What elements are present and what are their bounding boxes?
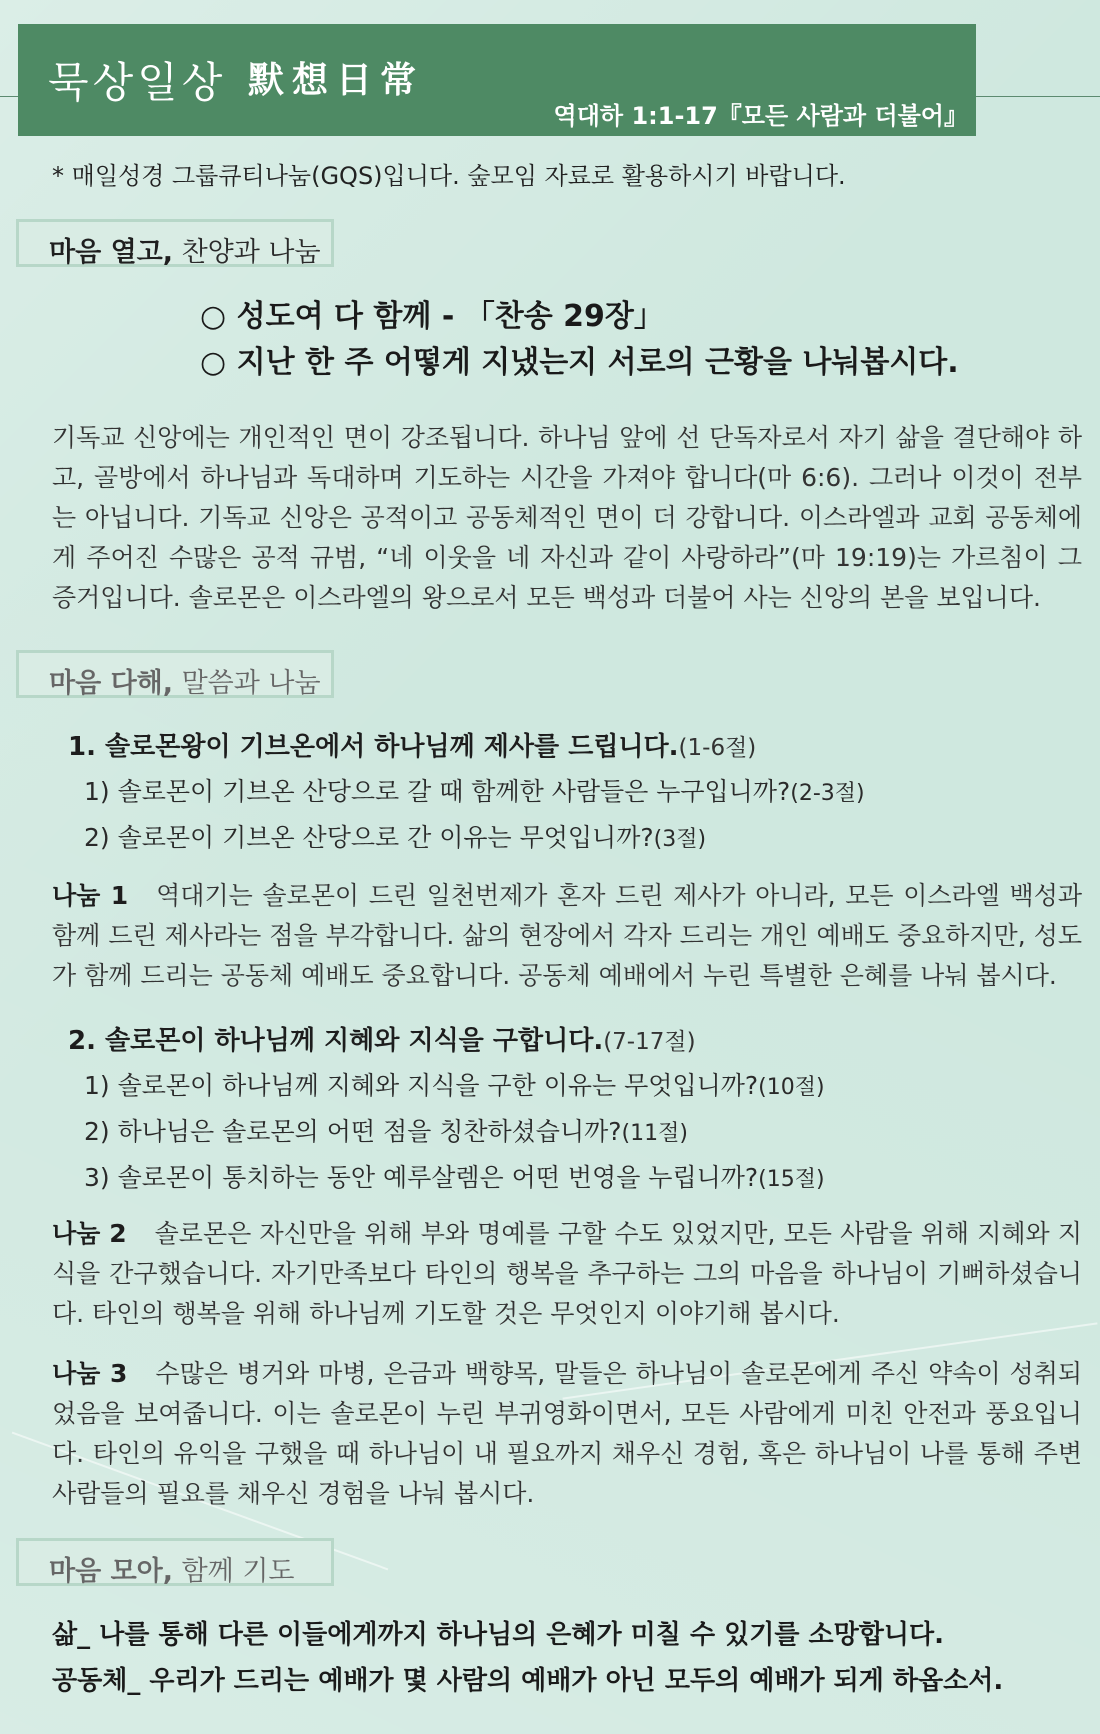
share-3	[52, 1354, 1082, 1514]
section-label-rest: 찬양과 나눔	[173, 237, 321, 268]
bullet-greeting: ○ 지난 한 주 어떻게 지냈는지 서로의 근황을 나눠봅시다.	[200, 345, 959, 380]
verse-ref: (2-3절)	[790, 781, 865, 806]
scripture-reference: 역대하 1:1-17『모든 사람과 더불어』	[553, 102, 968, 130]
title-korean: 묵상일상	[48, 58, 227, 107]
question-2-sub-1	[84, 1066, 825, 1102]
prayer-community: 공동체_ 우리가 드리는 예배가 몇 사람의 예배가 아닌 모두의 예배가 되게 하옵소서.	[52, 1666, 1004, 1696]
section-label-bold: 마음 열고,	[49, 237, 173, 268]
section-label-gather-heart	[16, 1538, 334, 1586]
section-label-rest: 함께 기도	[173, 1556, 295, 1587]
question-2-sub-3	[84, 1158, 825, 1194]
question-1-sub-1	[84, 772, 865, 808]
share-2	[52, 1214, 1082, 1334]
section-label-open-heart	[16, 219, 334, 267]
usage-note: * 매일성경 그룹큐티나눔(GQS)입니다. 숲모임 자료로 활용하시기 바랍니다.	[52, 162, 846, 190]
sub-question-text: 3) 솔로몬이 통치하는 동안 예루살렘은 어떤 번영을 누립니까?	[84, 1163, 759, 1192]
verse-ref: (10절)	[758, 1075, 825, 1100]
intro-paragraph: 기독교 신앙에는 개인적인 면이 강조됩니다. 하나님 앞에 선 단독자로서 자기 삶을 결단해야 하고, 골방에서 하나님과 독대하며 기도하는 시간을 가져야 합니다(마 6:6). 그러나 이것이 전부는 아닙니다. 기독교 신앙은 공적이고 공동체적인 면이 더 강합니다. 이스라엘과 교회 공동체에게 주어진 수많은 공적 규범, “네 이웃을 네 자신과 같이 사랑하라”(마 19:19)는 가르침이 그 증거입니다. 솔로몬은 이스라엘의 왕으로서 모든 백성과 더불어 사는 신앙의 본을 보입니다.	[52, 423, 1082, 612]
share-label: 나눔 3	[52, 1359, 128, 1388]
opening-bullets	[200, 294, 959, 386]
section-label-whole-heart	[16, 650, 334, 698]
question-2-sub-2	[84, 1112, 688, 1148]
title-hanja: 默想日常	[248, 60, 425, 101]
verse-range: (7-17절)	[603, 1029, 696, 1055]
section-label-bold: 마음 모아,	[49, 1556, 173, 1587]
sub-question-text: 2) 솔로몬이 기브온 산당으로 간 이유는 무엇입니까?	[84, 823, 654, 852]
section-label-rest: 말씀과 나눔	[173, 668, 321, 699]
question-1-title	[68, 726, 756, 763]
share-label: 나눔 1	[52, 881, 129, 910]
sub-question-text: 2) 하나님은 솔로몬의 어떤 점을 칭찬하셨습니까?	[84, 1117, 622, 1146]
sub-question-text: 1) 솔로몬이 기브온 산당으로 갈 때 함께한 사람들은 누구입니까?	[84, 777, 791, 806]
share-text: 솔로몬은 자신만을 위해 부와 명예를 구할 수도 있었지만, 모든 사람을 위해 지혜와 지식을 간구했습니다. 자기만족보다 타인의 행복을 추구하는 그의 마음을 하나님이 기뻐하셨습니다. 타인의 행복을 위해 하나님께 기도할 것은 무엇인지 이야기해 봅시다.	[52, 1219, 1082, 1328]
verse-range: (1-6절)	[678, 735, 757, 761]
question-1-sub-2	[84, 818, 706, 854]
share-text: 수많은 병거와 마병, 은금과 백향목, 말들은 하나님이 솔로몬에게 주신 약속이 성취되었음을 보여줍니다. 이는 솔로몬이 누린 부귀영화이면서, 모든 사람에게 미친 안전과 풍요입니다. 타인의 유익을 구했을 때 하나님이 내 필요까지 채우신 경험, 혹은 하나님이 나를 통해 주변 사람들의 필요를 채우신 경험을 나눠 봅시다.	[52, 1359, 1082, 1508]
bullet-hymn: ○ 성도여 다 함께 - 「찬송 29장」	[200, 299, 664, 334]
verse-ref: (15절)	[758, 1167, 825, 1192]
verse-ref: (11절)	[621, 1121, 688, 1146]
prayer-life: 삶_ 나를 통해 다른 이들에게까지 하나님의 은혜가 미칠 수 있기를 소망합니다.	[52, 1620, 944, 1650]
share-text: 역대기는 솔로몬이 드린 일천번제가 혼자 드린 제사가 아니라, 모든 이스라엘 백성과 함께 드린 제사라는 점을 부각합니다. 삶의 현장에서 각자 드리는 개인 예배도 중요하지만, 성도가 함께 드리는 공동체 예배도 중요합니다. 공동체 예배에서 누린 특별한 은혜를 나눠 봅시다.	[52, 881, 1082, 990]
question-text: 2. 솔로몬이 하나님께 지혜와 지식을 구합니다.	[68, 1026, 604, 1056]
question-2-title	[68, 1020, 696, 1057]
sub-question-text: 1) 솔로몬이 하나님께 지혜와 지식을 구한 이유는 무엇입니까?	[84, 1071, 759, 1100]
share-label: 나눔 2	[52, 1219, 127, 1248]
header-banner	[18, 24, 976, 136]
section-label-bold: 마음 다해,	[49, 668, 173, 699]
verse-ref: (3절)	[653, 827, 707, 852]
question-text: 1. 솔로몬왕이 기브온에서 하나님께 제사를 드립니다.	[68, 732, 679, 762]
share-1	[52, 876, 1082, 996]
